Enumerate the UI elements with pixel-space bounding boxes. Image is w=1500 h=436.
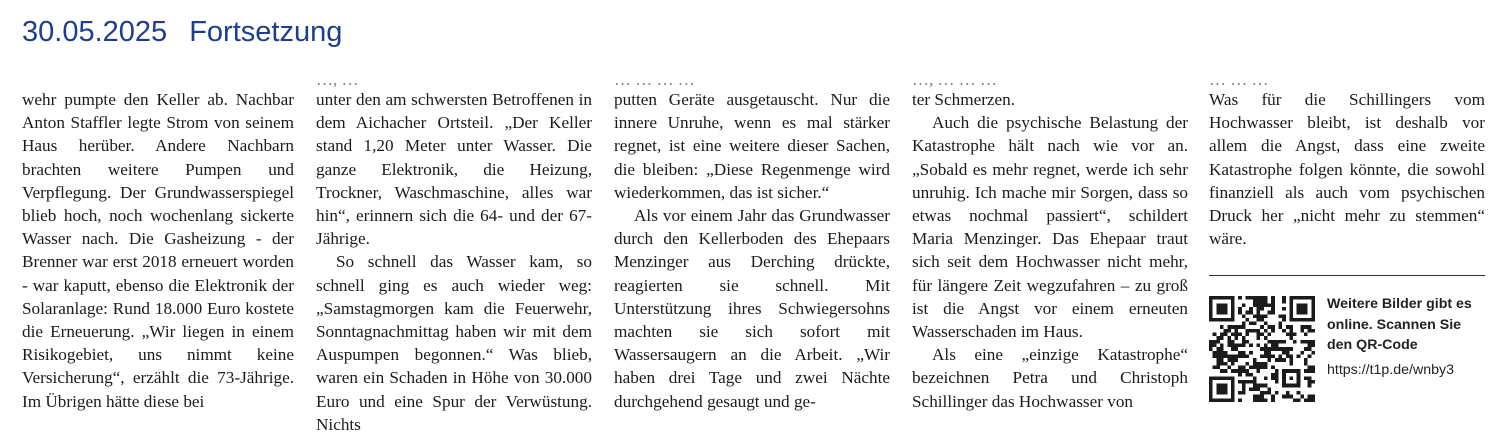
- article-column-1: [22, 74, 294, 411]
- paragraph: Was für die Schillingers vom Hochwasser bleibt, ist deshalb vor allem die Angst, dass eine zweite Katastrophe folgen könnte, die sowohl finanziell als auch vom psychischen Druck her „nicht mehr zu stemmen“ wäre.: [1209, 90, 1485, 249]
- column-cut-text: …, … … …: [912, 70, 997, 89]
- header-title: Fortsetzung: [189, 16, 343, 48]
- qr-box: [1209, 294, 1485, 404]
- page-header: [22, 16, 342, 49]
- paragraph: ter Schmerzen.: [912, 90, 1016, 109]
- paragraph: putten Geräte ausgetauscht. Nur die innere Unruhe, wenn es mal stärker regnet, ist eine weitere dieser Sachen, die bleiben: „Diese Regenmenge wird wiederkommen, das ist sicher.“: [614, 90, 890, 202]
- paragraph: unter den am schwersten Betroffenen in dem Aichacher Ortsteil. „Der Keller stand 1,20 Meter unter Wasser. Die ganze Elektronik, die Heizung, Trockner, Waschmaschine, alles war hin“, erinnern sich die 64- und der 67-Jährige.: [316, 90, 592, 249]
- paragraph: wehr pumpte den Keller ab. Nachbar Anton Staffler legte Strom von seinem Haus herüber. Andere Nachbarn brachten weitere Pumpen und Verpflegung. Der Grundwasserspiegel blieb hoch, noch wochenlang sickerte Wasser nach. Die Gasheizung - der Brenner war erst 2018 erneuert worden - war kaputt, ebenso die Elektronik der Solaranlage: Rund 18.000 Euro kostete die Erneuerung. „Wir liegen in einem Risikogebiet, uns nimmt keine Versicherung“, erzählt die 73-Jährige. Im Übrigen hätte diese bei: [22, 90, 294, 411]
- divider: [1209, 275, 1485, 276]
- column-cut-text: … … …: [1209, 70, 1269, 89]
- column-cut-text: …, …: [316, 70, 359, 89]
- header-date: 30.05.2025: [22, 16, 168, 48]
- column-cut-text: [22, 74, 294, 86]
- column-cut-text: … … … …: [614, 70, 695, 89]
- paragraph: So schnell das Wasser kam, so schnell ging es auch wieder weg: „Samstagmorgen kam die Feuerwehr, Sonntagnachmittag haben wir mit dem Auspumpen begonnen.“ Was blieb, waren ein Schaden in Höhe von 30.000 Euro und eine Spur der Verwüstung. Nichts: [316, 252, 592, 434]
- paragraph: Als vor einem Jahr das Grundwasser durch den Kellerboden des Ehepaars Menzinger aus Derching drückte, reagierten sie schnell. Mit Unterstützung ihres Schwiegersohns machten sie sich sofort mit Wassersaugern an die Arbeit. „Wir haben drei Tage und zwei Nächte durchgehend gesaugt und ge-: [614, 206, 890, 411]
- article-column-4: [912, 70, 1188, 411]
- article-column-3: [614, 70, 890, 411]
- paragraph: Auch die psychische Belastung der Katastrophe hält nach wie vor an. „Sobald es mehr regnet, werde ich sehr unruhig. Ich mache mir Sorgen, dass so etwas nochmal passiert“, schildert Maria Menzinger. Das Ehepaar traut sich seit dem Hochwasser nicht mehr, für längere Zeit wegzufahren – zu groß ist die Angst vor einem erneuten Wasserschaden im Haus.: [912, 113, 1188, 342]
- paragraph: Als eine „einzige Katastrophe“ bezeichnen Petra und Christoph Schillinger das Hochwasser von: [912, 345, 1188, 411]
- qr-url-link[interactable]: https://t1p.de/wnby3: [1327, 362, 1454, 378]
- qr-code-icon[interactable]: [1209, 296, 1315, 402]
- qr-caption: Weitere Bilder gibt es online. Scannen Sie den QR-Code: [1327, 296, 1472, 353]
- article-column-2: [316, 70, 592, 434]
